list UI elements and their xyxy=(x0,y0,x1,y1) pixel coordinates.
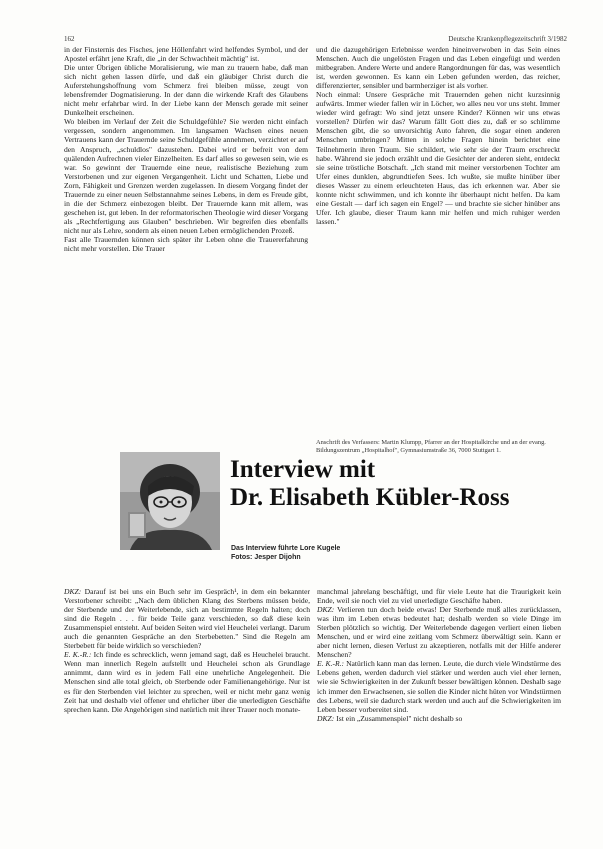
turn-text: Natürlich kann man das lernen. Leute, die durch viele Windstürme des Lebens gehen, werden dadurch viel stärker und werden auch viel eher lernen, wie sie Schwierigkeiten in der Zukunft besser bewältigen können. Deshalb sage ich immer den Erwachsenen, sie sollen die Kinder nicht hüten vor Windstürmen des Lebens, weil sie dadurch stark werden und auch auf die Schwierigkeiten im Leben besser vorbereitet sind. xyxy=(317,659,561,714)
paragraph: in der Finsternis des Fisches, jene Höllenfahrt wird helfendes Symbol, und der Apostel erfährt jene Kraft, die „in der Schwachheit mächtig" ist. xyxy=(64,45,308,64)
turn-text: Ich finde es schrecklich, wenn jemand sagt, daß es Heuchelei braucht. Wenn man innerlich Regeln aufstellt und Heuchelei schon als Grundlage annimmt, dann wird es in jedem Fall eine unehrliche Angelegenheit. Die Menschen sind alle total gleich, ob Sterbende oder Familienangehörige. Nur ist es für den Sterbenden viel leichter zu sprechen, weil er nicht mehr ganz wenig Zeit hat und deshalb viel offener und ehrlicher über die unerledigten Geschäfte sprechen kann. Die Angehörigen sind natürlich mit ihrer Trauer noch monate- xyxy=(64,650,310,714)
speaker-label: E. K.-R.: xyxy=(317,659,345,669)
interview-turn xyxy=(317,714,561,723)
article-column-left xyxy=(64,45,308,253)
turn-text: Verlieren tun doch beide etwas! Der Sterbende muß alles zurücklassen, was ihm im Leben etwas bedeutet hat; deshalb werden so viele Dinge im Sterben plötzlich so wichtig. Der Weiterlebende dagegen verliert einen lieben Menschen, und er wird eine zeitlang vom Schmerz überwältigt sein. Kann er aber nicht lernen, diesen Verlust zu akzeptieren, notfalls mit der Hilfe anderer Menschen? xyxy=(317,605,562,660)
paragraph: Fast alle Trauernden können sich später ihr Leben ohne die Trauererfahrung nicht mehr vorstellen. Die Trauer xyxy=(64,234,308,254)
article-column-right xyxy=(316,45,560,226)
portrait-photo xyxy=(120,452,220,550)
paragraph: Die unter Übrigen übliche Moralisierung, wie man zu trauern habe, daß man sich nicht gehen lassen dürfe, und daß ein gläubiger Christ durch die Auferstehungshoffnung vom Schmerz frei bleiben müsse, zeugt von lebensfremder Dogmatisierung. In der dann die wirkende Kraft des Glaubens nicht mehr erfahrbar wird. In der Liebe kann der Mensch gerade mit seiner Dunkelheit erscheinen. xyxy=(64,63,308,118)
paragraph: und die dazugehörigen Erlebnisse werden hineinverwoben in das Sein eines Menschen. Auch die ungelösten Fragen und das Leben eingefügt und werden mitbegraben. Andere Werte und andere Rangordnungen für das, was wesentlich ist, werden gewonnen. Es kann ein Leben gefunden werden, das reicher, differenzierter, sensibler und barmherziger ist als vorher. xyxy=(316,45,560,91)
interview-turn xyxy=(317,605,561,659)
interview-column-right xyxy=(317,587,561,723)
interview-turn xyxy=(64,587,310,650)
interview-credits xyxy=(231,544,340,562)
interview-turn xyxy=(317,587,561,605)
page-header xyxy=(64,35,567,43)
turn-text: manchmal jahrelang beschäftigt, und für viele Leute hat die Traurigkeit kein Ende, weil sie noch viel zu viel unerledigte Geschäfte haben. xyxy=(317,587,561,606)
turn-text: Ist ein „Zusammenspiel" nicht deshalb so xyxy=(336,713,463,723)
interviewer-credit: Das Interview führte Lore Kugele xyxy=(231,545,341,552)
speaker-label: E. K.-R.: xyxy=(64,650,92,660)
title-line-1: Interview mit xyxy=(230,456,376,483)
title-line-2: Dr. Elisabeth Kübler-Ross xyxy=(230,484,510,511)
speaker-label: DKZ: xyxy=(317,605,335,615)
photo-credit: Fotos: Jesper Dijohn xyxy=(231,554,301,561)
portrait-illustration xyxy=(120,452,220,550)
paragraph: Wo bleiben im Verlauf der Zeit die Schuldgefühle? Sie werden nicht einfach vergessen, sondern angenommen. Im langsamen Wachsen eines neuen Vertrauens kann der Trauernde seine Schuldgefühle annehmen, verzichtet er auf den Anspruch, „schuldlos" dazustehen. Dabei wird er befreit von dem quälenden Aufrechnen vieler Einzelheiten. Es darf alles so gewesen sein, wie es war. So gewinnt der Trauernde eine neue, realistische Beziehung zum Verstorbenen und zur eigenen Vergangenheit. Licht und Schatten, Liebe und Zorn, Fähigkeit und Grenzen werden zugelassen. In diesem Vorgang findet der Trauernde zu einer neuen Selbstannahme seines Lebens, in dem es Freude gibt, in die der Schmerz einbezogen bleibt. Der Trauernde kann mit allem, was geschehen ist, gut leben. In der reformatorischen Theologie wird dieser Vorgang als „Rechtfertigung aus Glauben" beschrieben. Wir begreifen dies ebenfalls nicht nur als Lehre, sondern als einen neuen Leben ermöglichenden Prozeß. xyxy=(64,117,308,235)
interview-title xyxy=(230,456,509,512)
interview-turn xyxy=(317,659,561,713)
turn-text: Darauf ist bei uns ein Buch sehr im Gespräch¹, in dem ein bekannter Verstorbener schreibt: „Nach dem üblichen Klang des Sterbens müssen beide, der Sterbende und der Weiterlebende, sich an bestimmte Regeln halten; doch sind die Regeln . . . für beide Teile ganz verschieden, so daß diese kein Zusammenspiel entsteht. Auf beiden Seiten wird viel Heuchelei verlangt. Darum auch die genannten Gespräche an den Sterbebetten." Sind die Regeln am Sterbebett für beide wirklich so verschieden? xyxy=(64,587,310,651)
author-address-footnote: Anschrift des Verfassers: Martin Klumpp, Pfarrer an der Hospitalkirche und an der evang. Bildungszentrum „Hospitalhof", Gymnasiumstraße 36, 7000 Stuttgart 1. xyxy=(316,439,546,454)
interview-turn xyxy=(64,650,310,713)
paragraph: Noch einmal: Unsere Gespräche mit Trauernden gehen nicht kurzsinnig aufwärts. Immer wieder fallen wir in Löcher, wo alles neu vor uns steht. Immer wieder wird gefragt: Wo sind jetzt unsere Kinder? Können wir uns etwas vorstellen? Dürfen wir das? Warum fällt Gott dies zu, daß er so schlimme Menschen gibt, die so unvorsichtig Auto fahren, die sogar einen anderen Menschen umbringen? Mitten in solche Fragen hinein berichtet eine Teilnehmerin ihren Traum. Sie schildert, wie sehr sie der Traum erschreckt habe. Während sie jedoch erzählt und die Gesichter der anderen sieht, entdeckt sie seine tröstliche Botschaft. „Ich stand mit meiner verstorbenen Tochter am Ufer eines dunklen, abgrundtiefen Sees. Ich wußte, sie mußte hinüber über dieses Wasser zu einem erleuchteten Haus, das ich erkennen war. Aber sie konnte nicht schwimmen, und ich konnte ihr überhaupt nicht helfen. Da kam eine Gestalt — darf ich sagen ein Engel? — und brachte sie sicher hinüber ans Ufer. Ich glaube, dieser Traum kann mir helfen und mich ruhiger werden lassen." xyxy=(316,90,560,226)
page-number: 162 xyxy=(64,35,75,43)
journal-title: Deutsche Krankenpflegezeitschrift 3/1982 xyxy=(448,35,567,43)
speaker-label: DKZ: xyxy=(317,713,335,723)
interview-column-left xyxy=(64,587,310,714)
speaker-label: DKZ: xyxy=(64,587,82,596)
